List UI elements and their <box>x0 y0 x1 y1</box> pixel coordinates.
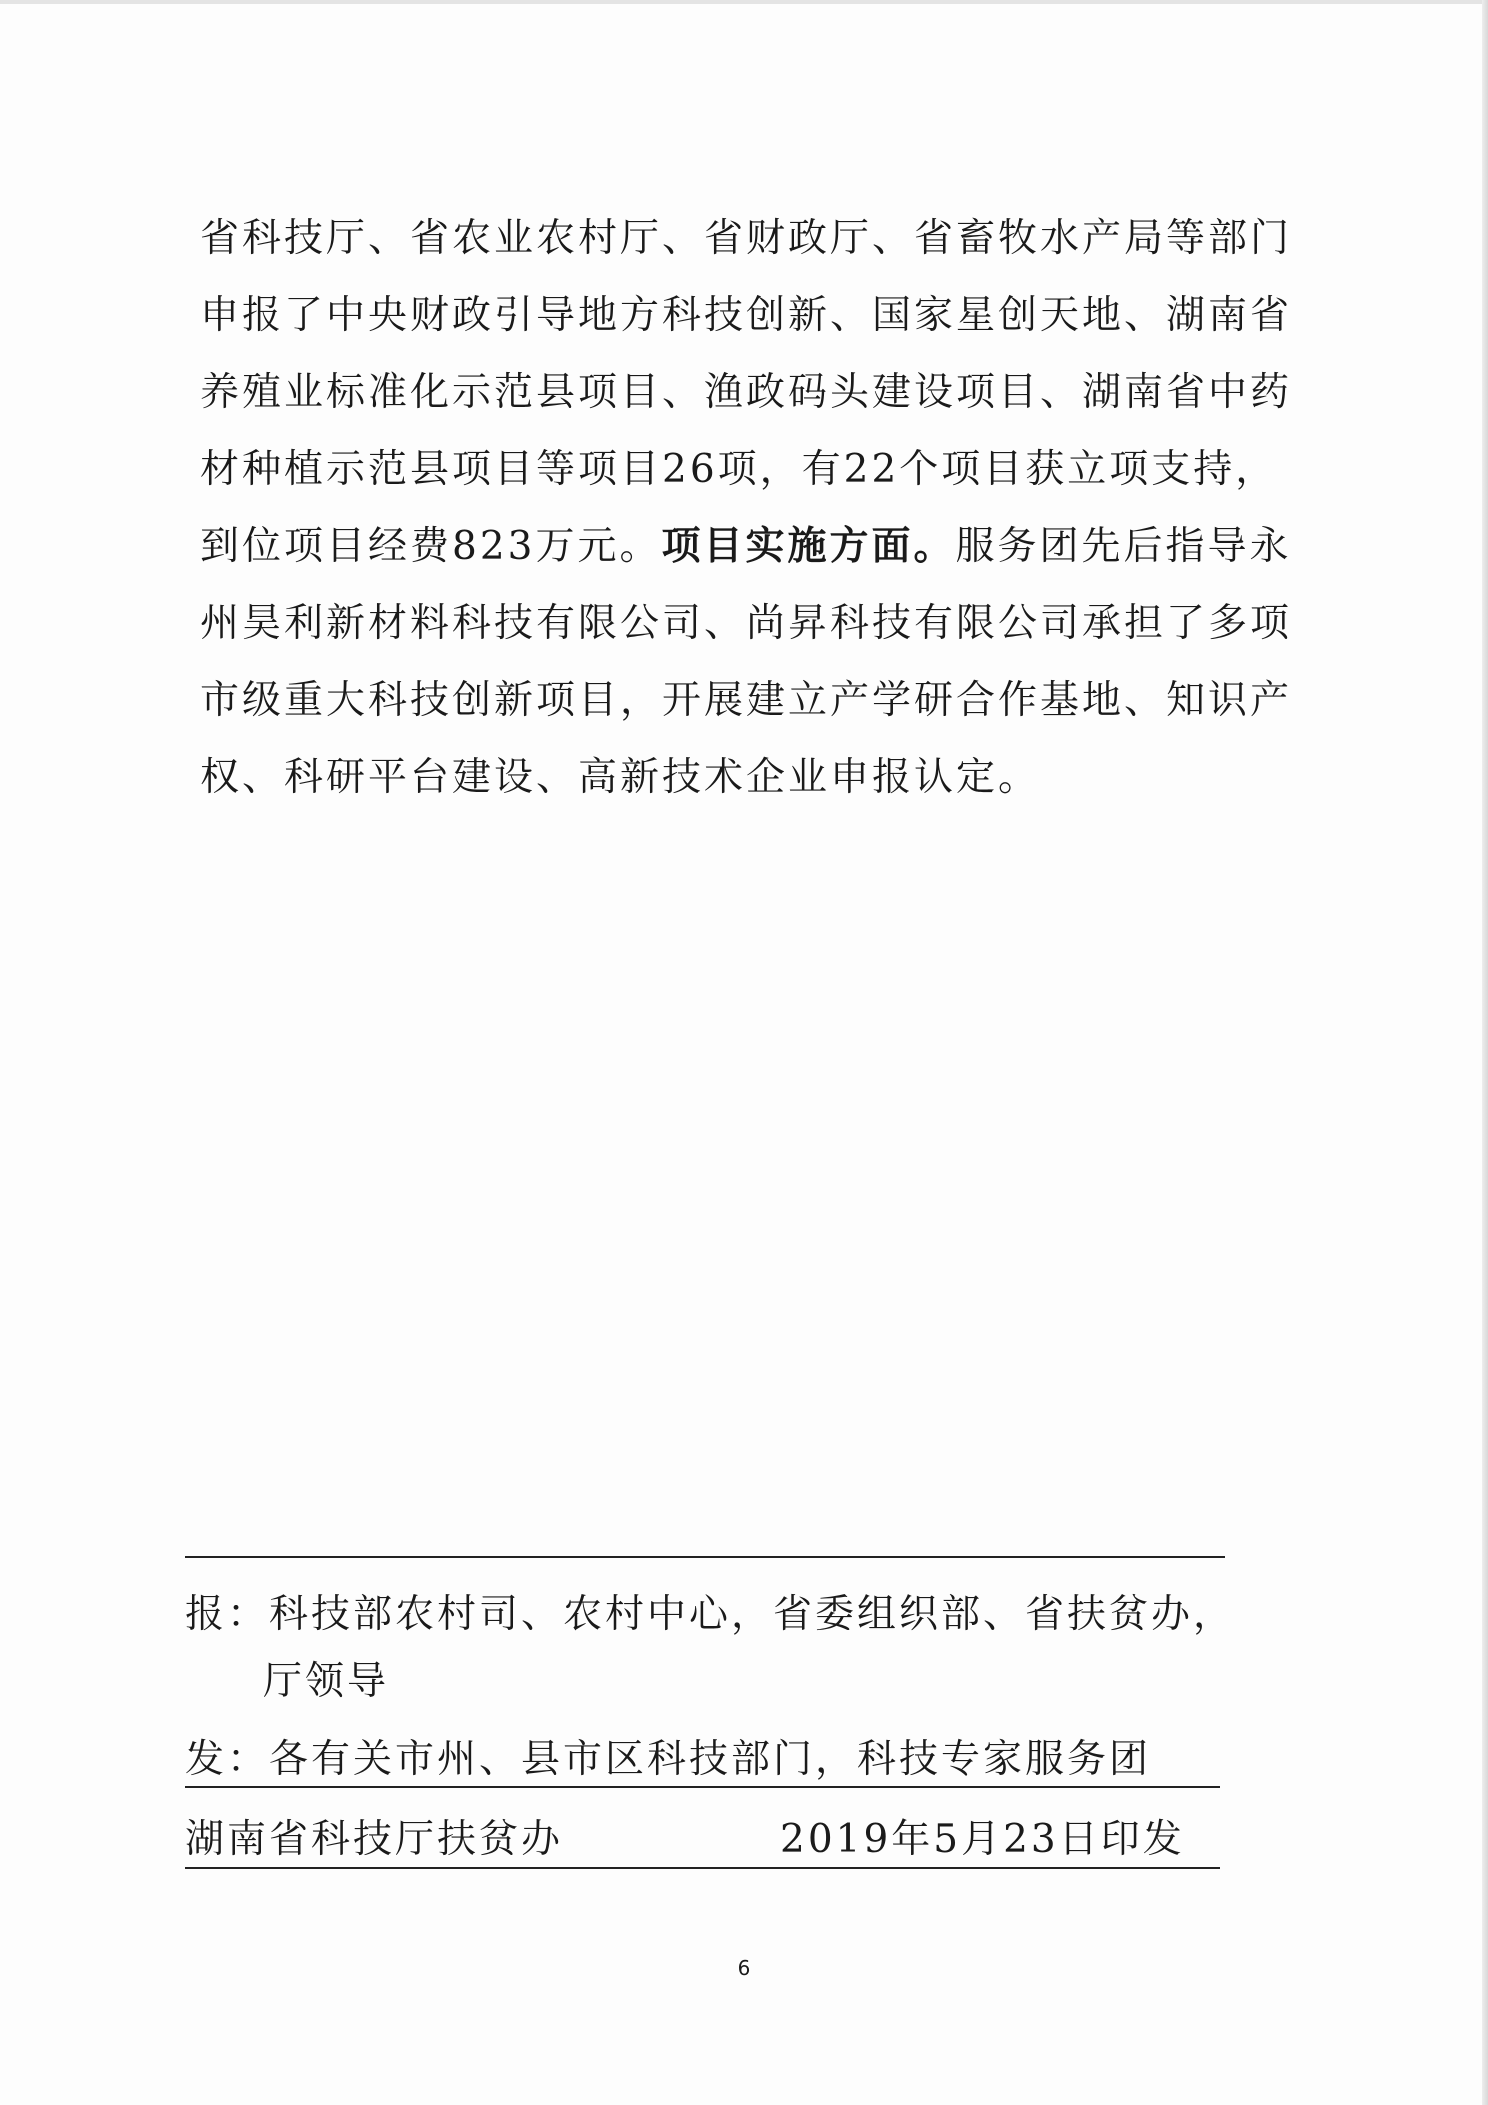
send-recipients: 各有关市州、县市区科技部门，科技专家服务团 <box>269 1737 1152 1782</box>
send-line <box>185 1728 1151 1784</box>
report-recipients-cont: 厅领导 <box>263 1659 390 1704</box>
body-line: 申报了中央财政引导地方科技创新、国家星创天地、湖南省 <box>200 293 1293 338</box>
body-line: 材种植示范县项目等项目26项，有22个项目获立项支持， <box>200 447 1278 492</box>
footer-mid-rule <box>185 1786 1220 1788</box>
scan-edge-top <box>0 0 1488 4</box>
body-line: 养殖业标准化示范县项目、渔政码头建设项目、湖南省中药 <box>200 370 1293 415</box>
print-date: 2019年5月23日印发 <box>780 1817 1185 1862</box>
body-text-segment: 到位项目经费823万元。 <box>200 524 662 569</box>
body-line: 权、科研平台建设、高新技术企业申报认定。 <box>200 755 1041 800</box>
page-number: 6 <box>737 1956 751 1980</box>
scan-edge-right <box>1482 0 1488 2105</box>
report-label: 报： <box>185 1592 270 1637</box>
section-heading-inline: 项目实施方面。 <box>661 523 956 569</box>
body-text-segment: 服务团先后指导永 <box>955 524 1292 569</box>
body-line <box>200 508 1292 585</box>
body-paragraph <box>200 200 1293 816</box>
body-line: 省科技厅、省农业农村厅、省财政厅、省畜牧水产局等部门 <box>200 216 1293 261</box>
body-line: 州昊利新材料科技有限公司、尚昇科技有限公司承担了多项 <box>200 601 1293 646</box>
footer-top-rule <box>185 1556 1225 1558</box>
send-label: 发： <box>185 1737 270 1782</box>
body-line: 市级重大科技创新项目，开展建立产学研合作基地、知识产 <box>200 678 1293 723</box>
issuer: 湖南省科技厅扶贫办 <box>185 1817 564 1862</box>
report-recipients: 科技部农村司、农村中心，省委组织部、省扶贫办， <box>269 1592 1236 1637</box>
footer-bottom-rule <box>185 1867 1220 1869</box>
report-line <box>185 1583 1235 1639</box>
